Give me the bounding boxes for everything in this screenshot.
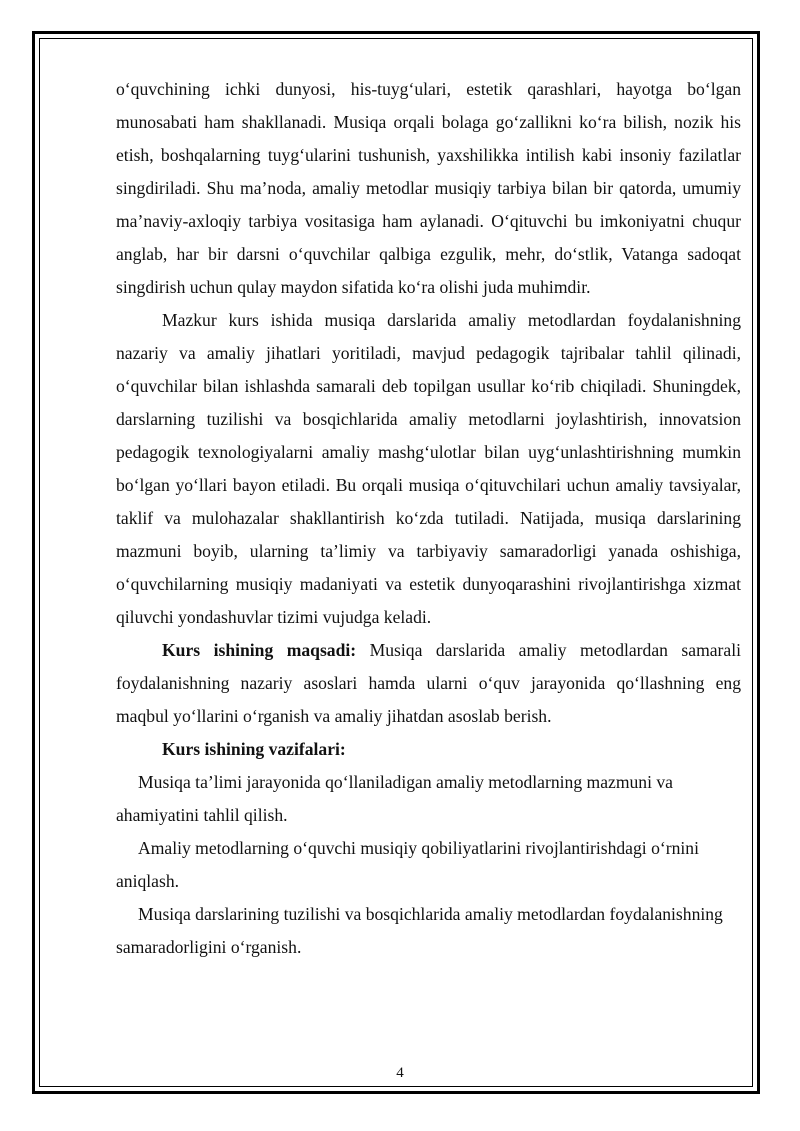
page-number: 4 [396, 1065, 404, 1081]
paragraph-intro-continuation: o‘quvchining ichki dunyosi, his-tuyg‘ulari, estetik qarashlari, hayotga bo‘lgan munosabati ham shakllanadi. Musiqa orqali bolaga go‘zallikni ko‘ra bilish, nozik his etish, boshqalarning tuyg‘ularini tushunish, yaxshilikka intilish kabi insoniy fazilatlar singdiriladi. Shu ma’noda, amaliy metodlar musiqiy tarbiya bilan bir qatorda, umumiy ma’naviy-axloqiy tarbiya vositasiga ham aylanadi. O‘qituvchi bu imkoniyatni chuqur anglab, har bir darsni o‘quvchilar qalbiga ezgulik, mehr, do‘stlik, Vatanga sadoqat singdirish uchun qulay maydon sifatida ko‘ra olishi juda muhimdir. [116, 79, 741, 297]
paragraph-course-goal [116, 634, 741, 733]
task-item-2: Amaliy metodlarning o‘quvchi musiqiy qobiliyatlarini rivojlantirishdagi o‘rnini aniqlash. [116, 838, 699, 891]
paragraph-course-overview: Mazkur kurs ishida musiqa darslarida amaliy metodlardan foydalanishning nazariy va amaliy jihatlari yoritiladi, mavjud pedagogik tajribalar tahlil qilinadi, o‘quvchilar bilan ishlashda samarali deb topilgan usullar ko‘rib chiqiladi. Shuningdek, darslarning tuzilishi va bosqichlarida amaliy metodlarni joylashtirish, innovatsion pedagogik texnologiyalarni amaliy mashg‘ulotlar bilan uyg‘unlashtirishning mumkin bo‘lgan yo‘llari bayon etiladi. Bu orqali musiqa o‘qituvchilari uchun amaliy tavsiyalar, taklif va mulohazalar shakllantirish ko‘zda tutiladi. Natijada, musiqa darslarining mazmuni boyib, ularning ta’limiy va tarbiyaviy samaradorligi yanada oshishiga, o‘quvchilarning musiqiy madaniyati va estetik dunyoqarashini rivojlantirishga xizmat qiluvchi yondashuvlar tizimi vujudga keladi. [116, 310, 741, 627]
goal-label: Kurs ishining maqsadi: [162, 640, 357, 660]
document-body [116, 73, 741, 964]
goal-text: Musiqa darslarida amaliy metodlardan samarali foydalanishning nazariy asoslari hamda ularni o‘quv jarayonida qo‘llashning eng maqbul yo‘llarini o‘rganish va amaliy jihatdan asoslab berish. [116, 640, 742, 726]
task-item-1: Musiqa ta’limi jarayonida qo‘llaniladigan amaliy metodlarning mazmuni va ahamiyatini tahlil qilish. [116, 772, 673, 825]
tasks-heading: Kurs ishining vazifalari: [162, 739, 346, 759]
task-item-3: Musiqa darslarining tuzilishi va bosqichlarida amaliy metodlardan foydalanishning samaradorligini o‘rganish. [116, 904, 723, 957]
